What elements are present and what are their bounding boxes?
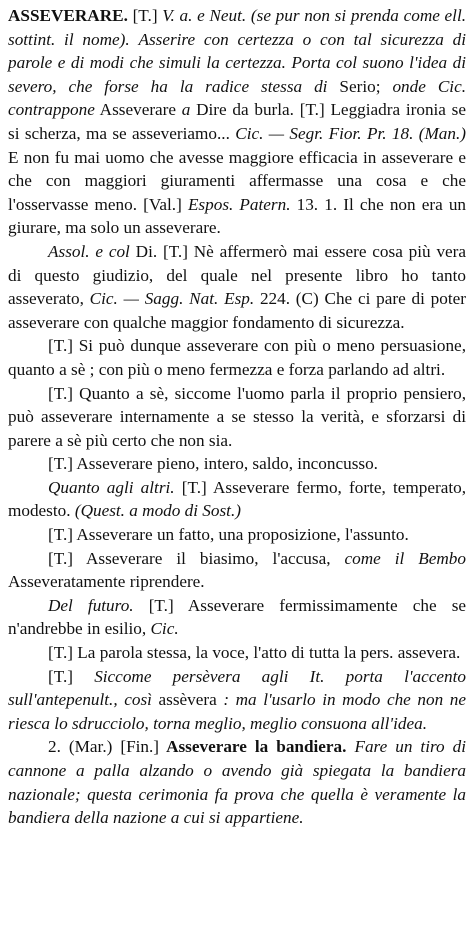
sense-text: Asseverare pieno, intero, saldo, inconcusso. [72,454,378,474]
source-tag: (Mar.) [Fin.] [68,737,160,757]
sense-text: Si può dunque asseverare con più o meno persuasione, quanto a sè ; con più o meno fermezza e forza parlando ad altri. [8,336,466,379]
definition-onde: onde Cic. contrappone [8,76,467,120]
grammar-label: V. a. e Neut. [162,6,247,25]
definition-serio: Serio; [327,76,381,96]
source-tag: [T.] [132,6,158,25]
quotation: 224. (C) Che ci pare di poter asseverare con qualche maggior fondamento di sicurezza. [8,289,466,332]
sense-number: 2. [48,737,69,757]
citation: Cic. [150,619,179,639]
source-tag: [T.] [293,100,331,120]
entry-paragraph-biasimo [8,547,466,594]
entry-paragraph-quanto-a-se [8,382,466,453]
sense-phrase: Asseverare la bandiera. [159,737,347,757]
entry-paragraph-fatto [8,523,466,547]
sense-note: come il Bembo [344,548,466,568]
entry-paragraph-futuro [8,594,466,641]
sense-word: assèvera [151,690,224,710]
source-tag: [T.] [48,666,73,686]
source-tag: [T.] [48,548,73,568]
sense-lead: Del futuro. [48,595,134,615]
definition-a: a [181,100,191,120]
entry-paragraph-parola [8,641,466,665]
sense-text: Asseverare fermissimamente che se n'andrebbe in esilio, [8,595,467,639]
quotation: 13. 1. Il che non era un giurare, ma solo un asseverare. [8,194,467,238]
entry-paragraph-main [8,4,466,240]
sense-text: agli It. porta l'accento sull'antepenult., così [8,666,466,710]
sense-text: Asseveratamente riprendere. [8,572,205,592]
definition-dire: Dire da burla. [190,100,294,120]
source-tag: [T.] [48,383,73,403]
sense-text: Asseverare un fatto, una proposizione, l'assunto. [72,525,409,545]
entry-paragraph-pieno [8,452,466,476]
citation: Cic. — Segr. Fior. Pr. 18. (Man.) [235,123,466,143]
citation-source: [Val.] [143,194,188,214]
sense-lead: Quanto agli altri. [48,477,175,497]
sense-text: La parola stessa, la voce, l'atto di tutta la pers. assevera. [72,643,461,663]
sense-text: Asseverare il biasimo, l'accusa, [72,548,345,568]
citation: Cic. — Sagg. Nat. Esp. [89,289,255,309]
sense-text: Siccome persèvera [72,666,262,686]
entry-paragraph-altri [8,476,466,523]
entry-paragraph-accento [8,665,466,736]
source-tag: [T.] [48,525,73,545]
source-tag: [T.] [133,595,174,615]
citation: Espos. Patern. [187,194,291,214]
grammar-note: (se pur non si prenda come ell. sottint. il nome). [8,6,467,49]
sense-word: Di. [129,241,163,261]
definition: Asserire con certezza o con tal sicurezza di parole e di modi che simuli la certezza. Porta col suono l'idea di severo, che forse ha la radice stessa di [8,29,467,96]
quotation: E non fu mai uomo che avesse maggiore efficacia in asseverare e che con maggiori giuramenti affermasse una cosa e che l'osservasse meno. [8,147,466,214]
quotation: Leggiadra ironia se si scherza, ma se asseveriamo... [8,100,466,143]
source-tag: [T.] [162,241,188,261]
source-tag: [T.] [48,643,73,663]
entry-paragraph-assol [8,240,466,334]
sense-text: Asseverare fermo, forte, temperato, modesto. [8,477,466,521]
headword: ASSEVERARE. [8,6,128,25]
source-tag: [T.] [48,454,73,474]
definition-phrase: Asseverare [94,100,182,120]
sense-lead: Assol. e col [48,241,130,261]
source-tag: [T.] [48,336,73,356]
sense-note: (Quest. a modo di Sost.) [74,501,241,521]
sense-definition: Fare un tiro di cannone a palla alzando o avendo già spiegata la bandiera nazionale; questa cerimonia fa prova che quella è veramente la bandiera della nazione a cui si appartiene. [8,737,466,828]
source-tag: [T.] [174,477,207,497]
entry-paragraph-persuasione [8,334,466,381]
sense-text: Quanto a sè, siccome l'uomo parla il proprio pensiero, può asseverare internamente a se stesso la verità, e sforzarsi di parere a sè più certo che non sia. [8,383,466,450]
sense-text: : ma l'usarlo in modo che non ne riesca lo sdrucciolo, torna meglio, meglio consuona all'idea. [8,690,466,733]
entry-paragraph-bandiera [8,735,466,829]
quotation: Nè affermerò mai essere cosa più vera di questo giudizio, del quale nel presente libro ho tanto asseverato, [8,241,467,309]
